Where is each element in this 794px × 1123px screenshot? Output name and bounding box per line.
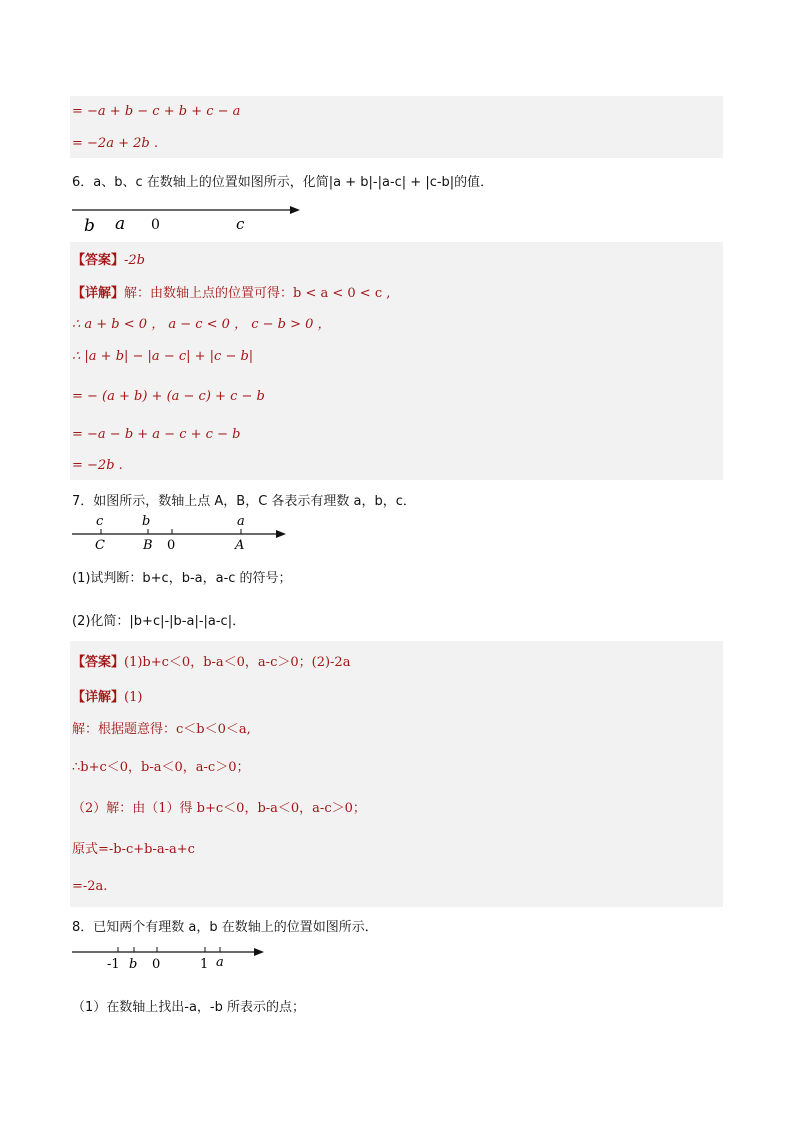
q6-label-c: c <box>236 215 245 233</box>
q7-bottom-label-zero: 0 <box>167 538 176 553</box>
q8-question: 8．已知两个有理数 a，b 在数轴上的位置如图所示． <box>72 920 378 935</box>
q7-part-1: (1)试判断：b+c，b-a，a-c 的符号； <box>72 571 292 586</box>
q8-axis-arrow <box>254 948 264 956</box>
q7-question: 7．如图所示，数轴上点 A，B，C 各表示有理数 a，b，c． <box>72 494 416 509</box>
q6-detail-tag: 【详解】 <box>72 286 125 301</box>
q6-label-b: b <box>84 216 95 236</box>
q7-step-3: （2）解：由（1）得 b+c＜0，b-a＜0，a-c＞0； <box>72 801 366 816</box>
q6-step-5: = −a − b + a − c + c − b <box>72 427 241 442</box>
q6-step-4: = − (a + b) + (a − c) + c − b <box>72 389 265 404</box>
q7-bottom-label-b: B <box>143 538 153 553</box>
prev-line-2: = −2a + 2b . <box>72 136 158 151</box>
q6-step-1: 解：由数轴上点的位置可得：b < a < 0 < c , <box>124 286 391 301</box>
q7-step-1: 解：根据题意得：c＜b＜0＜a, <box>72 722 251 737</box>
q7-detail-part-1: (1) <box>124 690 143 705</box>
prev-line-1: = −a + b − c + b + c − a <box>72 104 241 119</box>
q7-top-label-c: c <box>96 514 104 529</box>
q6-label-a: a <box>115 214 126 234</box>
q7-step-5: =-2a. <box>72 879 108 894</box>
q6-label-zero: 0 <box>151 217 160 233</box>
q7-top-label-a: a <box>237 514 245 529</box>
q6-step-3: ∴ |a + b| − |a − c| + |c − b| <box>72 349 254 364</box>
q8-label-b: b <box>129 957 138 972</box>
q7-top-label-b: b <box>142 514 151 529</box>
q7-answer-tag: 【答案】 <box>72 655 125 670</box>
q6-step-6: = −2b . <box>72 458 123 473</box>
q7-bottom-label-a: A <box>235 538 245 553</box>
q6-step-2: ∴ a + b < 0 ， a − c < 0 ， c − b > 0 ， <box>72 317 331 332</box>
q7-step-4: 原式=-b-c+b-a-a+c <box>72 842 195 857</box>
q8-label-one: 1 <box>200 957 209 972</box>
q6-question: 6．a、b、c 在数轴上的位置如图所示，化简|a + b|-|a-c| + |c-b|的值． <box>72 175 494 190</box>
q6-answer-value: -2b <box>124 253 146 268</box>
q8-label-a: a <box>216 955 224 970</box>
q8-label-zero: 0 <box>152 957 161 972</box>
q7-detail-tag: 【详解】 <box>72 690 125 705</box>
q6-answer-tag: 【答案】 <box>72 253 125 268</box>
q8-part-1: （1）在数轴上找出-a，-b 所表示的点； <box>72 1000 306 1015</box>
q7-bottom-label-c: C <box>95 538 105 553</box>
q8-label-minus-one: -1 <box>107 957 120 972</box>
q7-part-2: (2)化简：|b+c|-|b-a|-|a-c|． <box>72 614 246 629</box>
q7-step-2: ∴b+c＜0，b-a＜0，a-c＞0； <box>72 760 250 775</box>
q7-answer-value: (1)b+c＜0，b-a＜0，a-c＞0；(2)-2a <box>124 655 351 670</box>
